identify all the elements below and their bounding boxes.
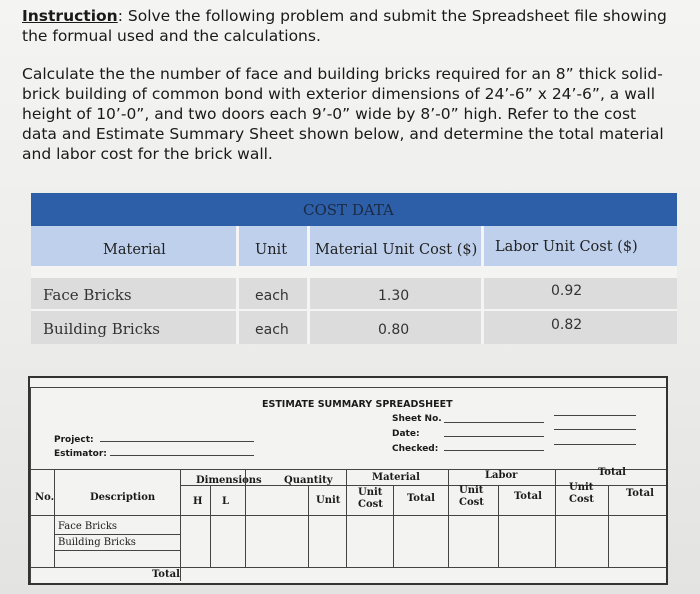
total-row-label: Total [152,569,180,580]
col-quantity-unit: Unit [316,495,341,506]
col-l: L [222,496,230,507]
col-labor-total: Total [514,491,542,502]
project-field-line[interactable] [100,441,254,442]
col-no: No. [35,492,55,503]
sheet-title: ESTIMATE SUMMARY SPREADSHEET [262,399,453,410]
col-grand-total: Total [598,467,626,478]
row1-labor-cost: 0.92 [551,283,583,299]
cost-data-table [31,193,677,344]
estimator-field-line[interactable] [110,455,254,456]
header-material-unit-cost: Material Unit Cost ($) [315,242,478,258]
col-quantity: Quantity [284,475,333,486]
col-h: H [193,496,203,507]
row2-material-cost: 0.80 [378,322,410,338]
row1-unit: each [255,288,289,304]
col-total-unit-cost: Unit Cost [569,482,594,505]
col-material-total: Total [407,493,435,504]
instruction-label: Instruction [22,7,118,25]
estimate-summary-sheet [28,376,668,585]
item-face-bricks: Face Bricks [58,521,118,532]
date-label: Date: [392,429,420,439]
header-material: Material [103,242,166,258]
col-description: Description [90,492,156,503]
row2-labor-cost: 0.82 [551,317,583,333]
row1-material-cost: 1.30 [378,288,410,304]
row2-unit: each [255,322,289,338]
checked-field-line[interactable] [444,450,544,451]
col-labor-unit-cost: Unit Cost [459,485,484,508]
project-label: Project: [54,435,94,445]
item-building-bricks: Building Bricks [58,537,136,548]
col-labor: Labor [485,470,518,481]
estimator-label: Estimator: [54,449,107,459]
row1-material: Face Bricks [43,286,132,304]
col-total-total: Total [626,488,654,499]
col-material: Material [372,472,420,483]
col-dimensions: Dimensions [196,475,262,486]
header-unit: Unit [255,242,288,258]
instruction-body: : Solve the following problem and submit the Spreadsheet file showing the formual used and the calculations. [22,7,667,45]
col-material-unit-cost: Unit Cost [358,487,383,510]
cost-data-title: COST DATA [303,201,394,219]
header-labor-unit-cost: Labor Unit Cost ($) [495,239,638,255]
instruction-text [22,6,672,46]
date-field-line[interactable] [444,436,544,437]
checked-label: Checked: [392,444,439,454]
problem-statement: Calculate the the number of face and building bricks required for an 8” thick solid-brick building of common bond with exterior dimensions of 24’-6” x 24’-6”, a wall height of 10’-0”, and two doors each 9’-0” wide by 8’-0” high. Refer to the cost data and Estimate Summary Sheet shown below, and determine the total material and labor cost for the brick wall. [22,65,664,163]
sheet-no-label: Sheet No. [392,414,442,424]
sheet-no-field-line[interactable] [444,422,544,423]
row2-material: Building Bricks [43,320,160,338]
